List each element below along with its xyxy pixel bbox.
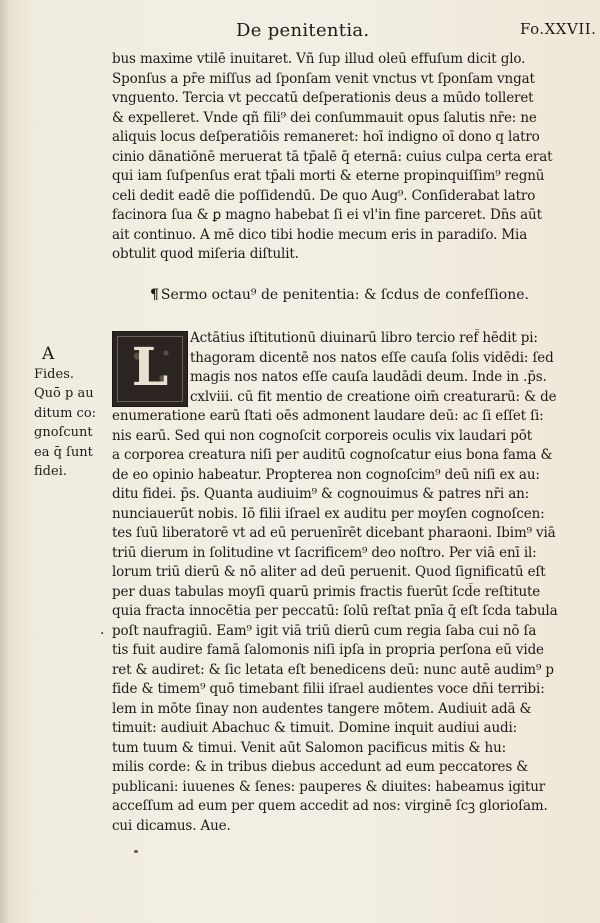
text-line: lorum triū dierū & nō aliter ad deū peruenit. Quod ſignificatū eſt — [112, 564, 546, 580]
text-line: de eo opinio habeatur. Propterea non cognoſcim⁹ deū niſi ex au: — [112, 466, 540, 483]
running-head — [0, 20, 600, 44]
text-line: per duas tabulas moyſi quarū primis fractis fuerūt ſcd̄e reſtitute — [112, 583, 541, 600]
text-line: nunciauerūt nobis. Iō filii iſrael ex auditu per moyſen cognoſcen: — [112, 505, 545, 522]
text-line: nis earū. Sed qui non cognoſcit corporeis oculis vix laudari pōt — [112, 427, 533, 444]
margin-note: gnoſcunt — [34, 425, 93, 440]
folio-number: Fo.XXVII. — [520, 20, 597, 38]
margin-note: Fides. — [34, 366, 74, 382]
text-line: tis fuit audire famā ſalomonis niſi ipſa in propria perſona eū vide — [112, 642, 544, 658]
sermon-heading-text: Sermo octau⁹ de penitentia: & ſcdus de confeſſione. — [160, 287, 529, 303]
text-line: poſt naufragiū. Eam⁹ igit viā triū dierū cum regia ſaba cui nō ſa — [112, 622, 537, 639]
text-line: quia fracta innocētia per peccatū: ſolū reſtat pnīa q̄ eſt ſcda tabula — [112, 603, 558, 619]
text-line: vnguento. Tercia vt peccatū deſperationis deus a mūdo tolleret — [112, 90, 534, 106]
running-head-title: De penitentia. — [236, 20, 370, 41]
text-line: thagoram dicentē nos natos eſſe cauſa ſolis vidēdi: ſed — [190, 349, 554, 366]
margin-note: fidei. — [34, 464, 67, 479]
text-line: fide & timem⁹ quō timebant filii iſrael audientes voce dn̄i terribi: — [112, 681, 545, 697]
text-line: cui dicamus. Aue. — [112, 817, 231, 834]
text-line: tes ſuū liberatorē vt ad eū peruenīrēt dicebant pharaoni. Ibim⁹ viā — [112, 525, 556, 541]
margin-mark-icon: · — [100, 626, 105, 642]
text-line: ait continuo. A mē dico tibi hodie mecum eris in paradiſo. Mia — [112, 226, 528, 243]
text-line: Actātius iſtitutionū diuinarū libro tercio ref̄ hēdit pi: — [190, 330, 538, 346]
text-line: triū dierum in ſolitudine vt ſacrificem⁹ deo noſtro. Per viā enī il: — [112, 544, 537, 561]
text-line: acceſſum ad eum per quem accedit ad nos: virginē ſcꝫ glorioſam. — [112, 798, 548, 814]
pilcrow-icon: ¶ — [150, 287, 159, 303]
paper-speck — [134, 850, 138, 853]
text-line: ret & audiret: & ſic letata eſt benedicens deū: nunc autē audim⁹ p — [112, 661, 554, 678]
text-line: & expelleret. Vnde qñ fili⁹ dei conſummauit opus ſalutis nr̄e: ne — [112, 109, 537, 126]
paragraph-1 — [112, 50, 572, 265]
text-line: publicani: iuuenes & ſenes: pauperes & diuites: habeamus igitur — [112, 778, 546, 795]
margin-note: Quō p au — [34, 386, 94, 401]
page-gutter-shadow — [0, 0, 10, 923]
text-line: magis nos natos eſſe cauſa laudādi deum. Inde in .p̄s. — [190, 369, 547, 385]
margin-note: ditum co: — [34, 405, 97, 421]
text-line: celi dedit eadē die poſſidendū. De quo Aug⁹. Conſiderabat latro — [112, 187, 536, 204]
text-line: facinora ſua & ꝑ magno habebat ſi ei vl'in fine parceret. Dn̄s aūt — [112, 207, 542, 223]
text-line: a corporea creatura niſi per auditū cognoſcatur eius bona fama & — [112, 447, 553, 463]
initial-letter: L — [131, 337, 169, 398]
text-line: tum tuum & timui. Venit aūt Salomon pacificus mitis & hu: — [112, 739, 507, 756]
margin-notes — [34, 345, 110, 482]
text-line: bus maxime vtilē inuitaret. Vñ ſup illud oleū effuſum dicit glo. — [112, 51, 526, 67]
text-line: ditu fidei. p̄s. Quanta audiuim⁹ & cognouimus & patres nr̄i an: — [112, 486, 530, 502]
margin-note: A — [42, 345, 55, 364]
text-line: cxlviii. cū fit mentio de creatione oim̄ creaturarū: & de — [190, 388, 557, 405]
text-line: lem in mōte ſinay non audentes tangere mōtem. Audiuit adā & — [112, 700, 532, 717]
text-line: cinio dānatiōnē meruerat tā tp̄alē q̄ eternā: cuius culpa certa erat — [112, 148, 553, 165]
sermon-heading — [150, 287, 529, 303]
text-line: timuit: audiuit Abachuc & timuit. Domine inquit audiui audi: — [112, 720, 518, 736]
paragraph-2 — [112, 329, 572, 836]
text-line: milis corde: & in tribus diebus accedunt ad eum peccatores & — [112, 759, 529, 775]
text-line: obtulit quod miſeria diſtulit. — [112, 246, 299, 262]
text-line: aliquis locus deſperatiōis remaneret: hoī indigno oī dono q latro — [112, 129, 540, 145]
text-line: Sponſus a pr̄e miſſus ad ſponſam venit vnctus vt ſponſam vngat — [112, 70, 535, 87]
text-line: qui iam ſuſpenſus erat tp̄ali morti & eterne propinquiſſim⁹ regnū — [112, 168, 545, 184]
margin-note: ea q̄ ſunt — [34, 444, 93, 460]
text-line: enumeratione earū ſtati oēs admonent laudare deū: ac ſi eſſet ſi: — [112, 408, 544, 424]
